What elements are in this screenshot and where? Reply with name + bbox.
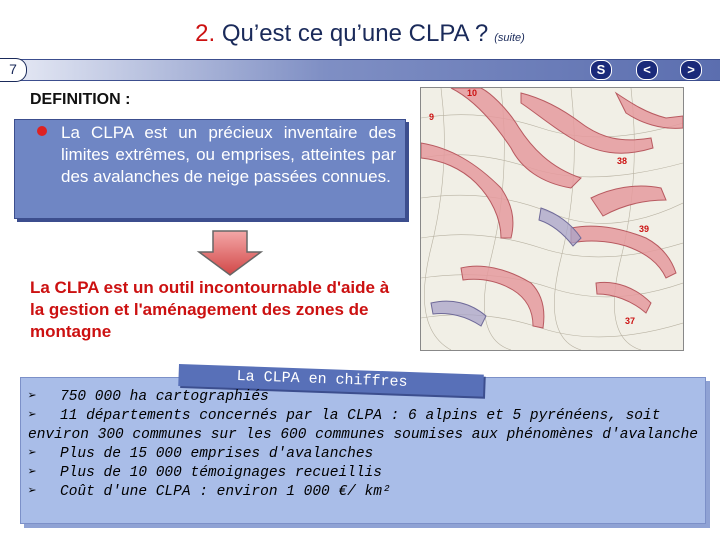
definition-callout bbox=[14, 119, 406, 219]
title-text: Qu’est ce qu’une CLPA ? bbox=[215, 20, 489, 47]
arrow-bullet-icon: ➢ bbox=[28, 465, 37, 481]
next-slide-button[interactable]: > bbox=[680, 60, 702, 80]
list-item-text: Plus de 15 000 emprises d'avalanches bbox=[60, 446, 374, 462]
list-item-text: 750 000 ha cartographiés bbox=[60, 389, 269, 405]
list-item-text: Plus de 10 000 témoignages recueillis bbox=[60, 465, 382, 481]
bullet-icon bbox=[37, 126, 47, 136]
list-item bbox=[28, 445, 700, 464]
definition-text: La CLPA est un précieux inventaire des limites extrêmes, ou emprises, atteintes par des avalanches de neige passées connues. bbox=[61, 123, 396, 186]
title-suffix: (suite) bbox=[494, 32, 525, 44]
list-item bbox=[28, 483, 700, 502]
list-item bbox=[28, 407, 700, 445]
slide-number: 7 bbox=[0, 58, 27, 82]
summary-button[interactable]: S bbox=[590, 60, 612, 80]
slide-title bbox=[0, 20, 720, 48]
list-item bbox=[28, 388, 700, 407]
map-label: 37 bbox=[625, 316, 636, 326]
stats-heading: La CLPA en chiffres bbox=[178, 364, 484, 397]
arrow-bullet-icon: ➢ bbox=[28, 484, 37, 500]
stats-list bbox=[28, 388, 700, 502]
previous-slide-button[interactable]: < bbox=[636, 60, 658, 80]
map-label: 39 bbox=[639, 224, 650, 234]
title-number: 2. bbox=[195, 20, 216, 47]
avalanche-map-image bbox=[420, 87, 684, 351]
navigation-bar bbox=[0, 59, 720, 81]
list-item-text: Coût d'une CLPA : environ 1 000 €/ km² bbox=[60, 484, 391, 500]
arrow-bullet-icon: ➢ bbox=[28, 389, 37, 405]
clpa-statement: La CLPA est un outil incontournable d'aide à la gestion et l'aménagement des zones de montagne bbox=[30, 278, 390, 341]
definition-label: DEFINITION : bbox=[30, 91, 131, 108]
arrow-bullet-icon: ➢ bbox=[28, 446, 37, 462]
map-label: 10 bbox=[467, 88, 478, 98]
list-item bbox=[28, 464, 700, 483]
map-label: 38 bbox=[617, 156, 628, 166]
map-label: 9 bbox=[429, 112, 435, 122]
down-arrow-icon bbox=[195, 230, 265, 276]
arrow-bullet-icon: ➢ bbox=[28, 408, 37, 424]
list-item-text: 11 départements concernés par la CLPA : 6 alpins et 5 pyrénéens, soit environ 300 communes sur les 600 communes soumises aux phénomènes d'avalanche bbox=[28, 408, 699, 443]
